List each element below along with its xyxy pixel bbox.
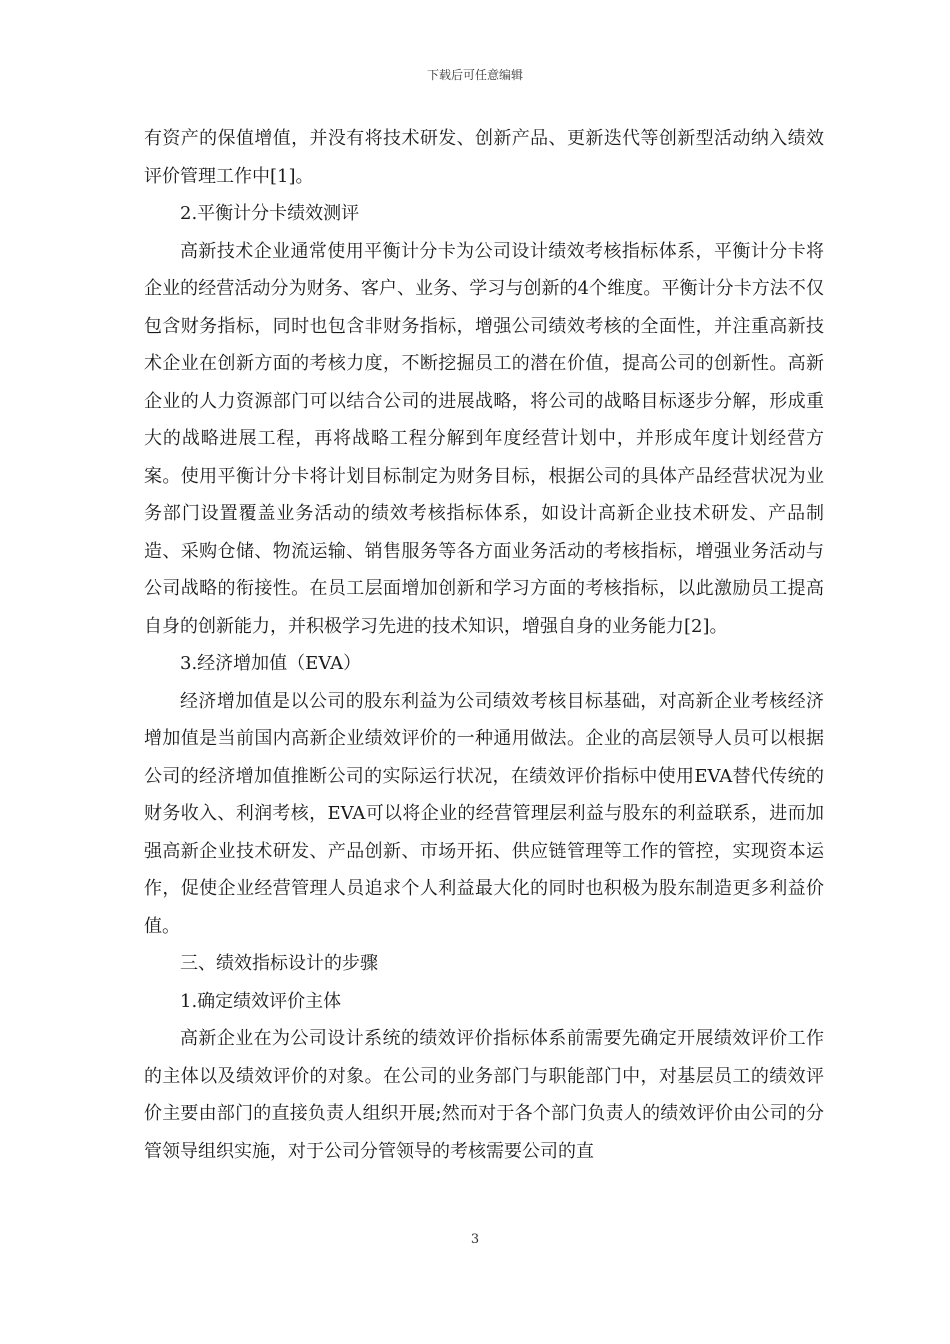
page-number: 3 (470, 1232, 480, 1247)
heading-eva: 3.经济增加值（EVA） (180, 653, 362, 674)
heading-evaluation-subject: 1.确定绩效评价主体 (180, 990, 342, 1012)
paragraph-1: 有资产的保值增值，并没有将技术研发、创新产品、更新迭代等创新型活动纳入绩效评价管理工作中[1]。 (144, 128, 824, 187)
heading-section-3: 三、绩效指标设计的步骤 (180, 953, 378, 974)
heading-balanced-scorecard: 2.平衡计分卡绩效测评 (180, 203, 360, 224)
page-header: 下载后可任意编辑 (426, 68, 523, 82)
document-body (144, 120, 824, 1170)
paragraph-balanced-scorecard: 高新技术企业通常使用平衡计分卡为公司设计绩效考核指标体系，平衡计分卡将企业的经营活动分为财务、客户、业务、学习与创新的4个维度。平衡计分卡方法不仅包含财务指标，同时也包含非财务指标，增强公司绩效考核的全面性，并注重高新技术企业在创新方面的考核力度，不断挖掘员工的潜在价值，提高公司的创新性。高新企业的人力资源部门可以结合公司的进展战略，将公司的战略目标逐步分解，形成重大的战略进展工程，再将战略工程分解到年度经营计划中，并形成年度计划经营方案。使用平衡计分卡将计划目标制定为财务目标，根据公司的具体产品经营状况为业务部门设置覆盖业务活动的绩效考核指标体系，如设计高新企业技术研发、产品制造、采购仓储、物流运输、销售服务等各方面业务活动的考核指标，增强业务活动与公司战略的衔接性。在员工层面增加创新和学习方面的考核指标，以此激励员工提高自身的创新能力，并积极学习先进的技术知识，增强自身的业务能力[2]。 (144, 240, 824, 637)
paragraph-evaluation-subject: 高新企业在为公司设计系统的绩效评价指标体系前需要先确定开展绩效评价工作的主体以及绩效评价的对象。在公司的业务部门与职能部门中，对基层员工的绩效评价主要由部门的直接负责人组织开展;然而对于各个部门负责人的绩效评价由公司的分管领导组织实施，对于公司分管领导的考核需要公司的直 (144, 1028, 824, 1162)
paragraph-eva: 经济增加值是以公司的股东利益为公司绩效考核目标基础，对高新企业考核经济增加值是当前国内高新企业绩效评价的一种通用做法。企业的高层领导人员可以根据公司的经济增加值推断公司的实际运行状况，在绩效评价指标中使用EVA替代传统的财务收入、利润考核，EVA可以将企业的经营管理层利益与股东的利益联系，进而加强高新企业技术研发、产品创新、市场开拓、供应链管理等工作的管控，实现资本运作，促使企业经营管理人员追求个人利益最大化的同时也积极为股东制造更多利益价值。 (144, 690, 824, 937)
